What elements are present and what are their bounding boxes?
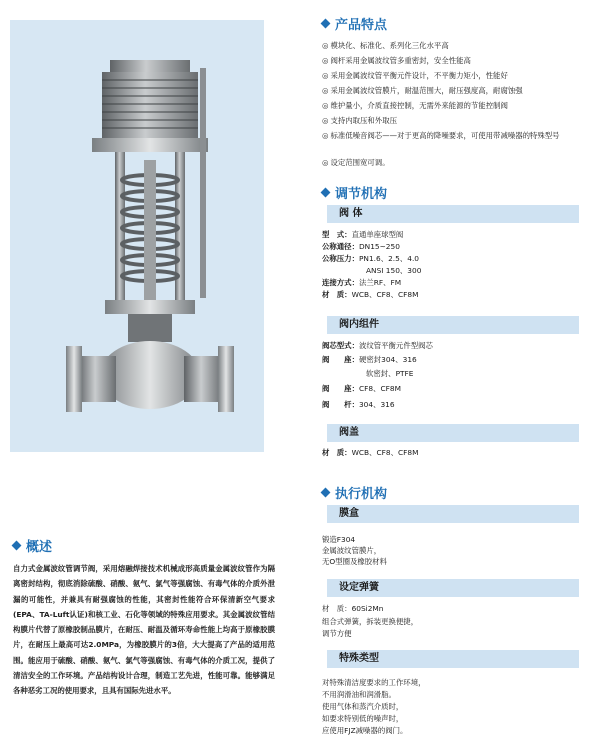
feature-text: 设定范围宽可调。 — [330, 158, 390, 167]
circle-bullet-icon: ◎ — [322, 41, 329, 50]
spec-value: WCB、CF8、CF8M — [351, 290, 419, 299]
special-line: 如要求特别低的噪声时， — [322, 714, 404, 723]
special-line: 使用气体和蒸汽介质时， — [322, 702, 404, 711]
diaphragm-line: 金属波纹管膜片， — [322, 546, 382, 555]
spec-row — [322, 354, 417, 365]
feature-item — [322, 55, 587, 66]
spec-key: 材 质： — [322, 448, 352, 457]
spring-line: 材 质：60Si2Mn — [322, 604, 384, 613]
trim-band: 阀内组件 — [327, 316, 579, 334]
spec-value: DN15~250 — [358, 242, 400, 251]
bonnet-band: 阀盖 — [327, 424, 579, 442]
spring-line: 调节方便 — [322, 629, 352, 638]
circle-bullet-icon: ◎ — [322, 101, 329, 110]
special-line: 应使用FJZ减噪器的阀门。 — [322, 726, 408, 735]
diamond-icon — [321, 19, 331, 29]
spec-value: 软密封、PTFE — [366, 369, 414, 378]
spring-band: 设定弹簧 — [327, 579, 579, 597]
diamond-icon — [12, 541, 22, 551]
feature-item — [322, 100, 587, 111]
spec-key: 阀 座： — [322, 355, 359, 364]
special-band: 特殊类型 — [327, 650, 579, 668]
valve-illustration — [10, 20, 264, 452]
actuator-title — [322, 483, 387, 502]
spec-key: 阀芯型式： — [322, 341, 359, 350]
special-line: 不用润滑油和润滑脂。 — [322, 690, 396, 699]
mechanism-title-text: 调节机构 — [335, 187, 388, 202]
spec-row — [322, 277, 401, 288]
diamond-icon — [321, 488, 331, 498]
actuator-title-text: 执行机构 — [335, 487, 388, 502]
circle-bullet-icon: ◎ — [322, 86, 329, 95]
product-photo — [10, 20, 264, 452]
spec-key: 材 质： — [322, 290, 352, 299]
diamond-icon — [321, 188, 331, 198]
spec-row — [322, 399, 395, 410]
spec-value: WCB、CF8、CF8M — [351, 448, 419, 457]
spec-value: ANSI 150、300 — [366, 266, 422, 275]
spec-value: 波纹管平衡元件型阀芯 — [358, 341, 433, 350]
spec-key: 型 式： — [322, 230, 352, 239]
overview-paragraph: 自力式金属波纹管调节阀，采用熔融焊接技术机械成形高质量金属波纹管作为隔离密封结构，彻底消除硫酸、硝酸、氨气、氯气等强腐蚀、有毒气体的介质外泄漏的可能性，并兼具有耐强腐蚀的性能，其密封性能符合环保清新空气要求(EPA、TA-Luft认证)和核工业、石化等领域的特殊应用要求。其金属波纹管结构膜片代替了原橡胶制品膜片，在耐压、耐温及循环寿命性能上均高于原橡胶膜片，在耐压上最高可达2.0MPa，为橡胶膜片的3倍，大大提高了产品的适用范围。能应用于硫酸、硝酸、氨气、氯气等强腐蚀、有毒气体的介质工况，提供了清洁安全的工作环境。产品结构设计合理，制造工艺先进，性能可靠。能够满足各种恶劣工况的使用要求，且具有国际先进水平。 — [13, 564, 275, 696]
circle-bullet-icon: ◎ — [322, 158, 329, 167]
spec-value: PN1.6、2.5、4.0 — [358, 254, 419, 263]
overview-title — [13, 536, 52, 555]
spec-key: 阀 杆： — [322, 400, 359, 409]
spec-row — [366, 265, 421, 276]
feature-text: 标准低噪音阀芯——对于更高的降噪要求，可使用带减噪器的特殊型号 — [330, 131, 560, 140]
spec-value: CF8、CF8M — [358, 384, 401, 393]
diaphragm-line: 无O型圈及橡胶材料 — [322, 557, 387, 566]
spec-key: 连接方式： — [322, 278, 359, 287]
spec-row — [322, 383, 401, 394]
spec-row — [322, 241, 400, 252]
feature-item — [322, 40, 587, 51]
feature-item — [322, 85, 587, 96]
spec-value: 硬密封304、316 — [358, 355, 417, 364]
feature-text: 采用金属波纹管平衡元件设计，不平衡力矩小，性能好 — [330, 71, 508, 80]
spec-row — [322, 447, 419, 458]
feature-item — [322, 157, 587, 168]
spec-row — [322, 340, 433, 351]
circle-bullet-icon: ◎ — [322, 131, 329, 140]
spec-key: 公称压力： — [322, 254, 359, 263]
feature-text: 阀杆采用金属波纹管多重密封，安全性能高 — [330, 56, 471, 65]
feature-item — [322, 130, 584, 141]
circle-bullet-icon: ◎ — [322, 71, 329, 80]
spec-key: 阀 座： — [322, 384, 359, 393]
spec-value: 304、316 — [358, 400, 395, 409]
spec-row — [322, 229, 403, 240]
diaphragm-line: 锻造F304 — [322, 535, 356, 544]
feature-item — [322, 70, 587, 81]
feature-text: 采用金属波纹管膜片，耐温范围大，耐压强度高，耐腐蚀强 — [330, 86, 523, 95]
feature-text: 维护量小，介质直接控制，无需外来能源的节能控制阀 — [330, 101, 508, 110]
diaphragm-band: 膜盒 — [327, 505, 579, 523]
special-line: 对特殊清洁度要求的工作环境， — [322, 678, 426, 687]
features-title-text: 产品特点 — [335, 18, 388, 33]
spec-value: 直通单座球型阀 — [351, 230, 404, 239]
spec-row — [322, 289, 419, 300]
feature-text: 支持内取压和外取压 — [330, 116, 397, 125]
features-title — [322, 14, 387, 33]
spec-key: 公称通径： — [322, 242, 359, 251]
mechanism-title — [322, 183, 387, 202]
feature-text: 模块化、标准化、系列化三化水平高 — [330, 41, 449, 50]
circle-bullet-icon: ◎ — [322, 56, 329, 65]
spring-line: 组合式弹簧，拆装更换便捷， — [322, 617, 419, 626]
spec-row — [366, 368, 413, 379]
spec-value: 法兰RF、FM — [358, 278, 402, 287]
valve-body-band: 阀 体 — [327, 205, 579, 223]
overview-title-text: 概述 — [26, 540, 53, 555]
spec-row — [322, 253, 419, 264]
feature-item — [322, 115, 587, 126]
circle-bullet-icon: ◎ — [322, 116, 329, 125]
